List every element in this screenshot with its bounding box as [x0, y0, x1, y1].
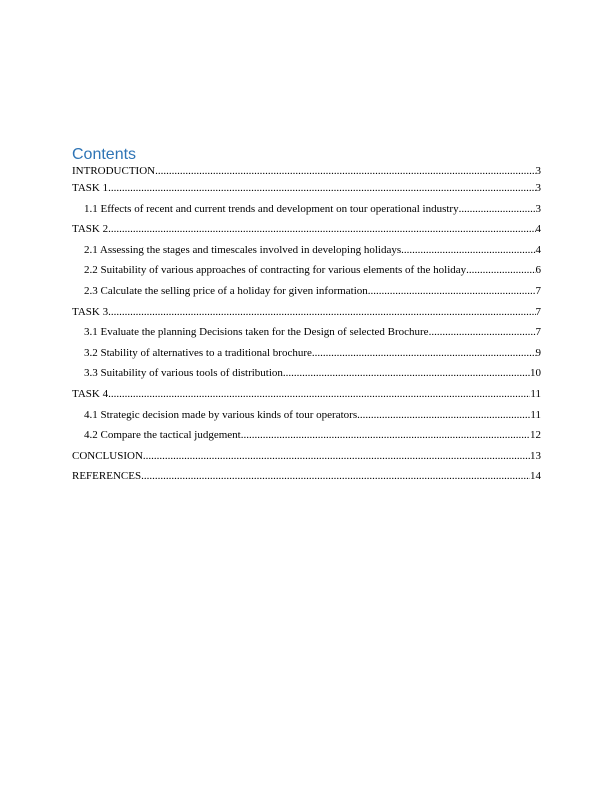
toc-dot-leader: [429, 326, 536, 338]
toc-entry-label: INTRODUCTION: [72, 165, 156, 177]
toc-title: Contents: [72, 146, 137, 163]
toc-entry-3-2[interactable]: [72, 347, 541, 368]
toc-entry-1-1[interactable]: [72, 203, 541, 224]
toc-entry-2-3[interactable]: [72, 285, 541, 306]
toc-dot-leader: [108, 223, 535, 235]
toc-entry-label: 4.1 Strategic decision made by various kinds of tour operators: [84, 408, 358, 421]
toc-entry-2-1[interactable]: [72, 244, 541, 265]
toc-entry-label: TASK 2: [72, 223, 109, 236]
toc-entry-label: CONCLUSION: [72, 449, 143, 462]
toc-entry-label: TASK 4: [72, 387, 109, 400]
toc-dot-leader: [368, 285, 536, 297]
toc-entry-task-2[interactable]: [72, 223, 541, 244]
toc-entry-label: TASK 1: [72, 182, 109, 194]
toc-dot-leader: [143, 450, 530, 462]
toc-entry-page: 11: [530, 408, 541, 421]
toc-entry-page: 14: [530, 470, 541, 483]
toc-entry-label: 2.2 Suitability of various approaches of contracting for various elements of the holiday: [84, 264, 467, 277]
toc-entry-label: 4.2 Compare the tactical judgement: [84, 429, 241, 442]
toc-entry-label: 2.3 Calculate the selling price of a holiday for given information: [84, 284, 368, 297]
toc-entry-page: 3: [535, 202, 541, 215]
toc-entry-page: 7: [535, 284, 541, 297]
toc-entry-label: 3.1 Evaluate the planning Decisions taken for the Design of selected Brochure: [84, 326, 429, 339]
toc-entry-page: 7: [535, 305, 541, 318]
toc-entry-introduction[interactable]: [72, 165, 541, 182]
toc-dot-leader: [155, 165, 535, 177]
toc-entry-page: 13: [530, 449, 541, 462]
toc-dot-leader: [108, 388, 530, 400]
toc-entry-3-3[interactable]: [72, 367, 541, 388]
toc-entry-4-1[interactable]: [72, 409, 541, 430]
toc-entry-page: 10: [530, 367, 541, 380]
toc-entry-page: 12: [530, 429, 541, 442]
toc-dot-leader: [108, 306, 535, 318]
toc-entry-label: 3.2 Stability of alternatives to a traditional brochure: [84, 346, 312, 359]
toc-entry-page: 7: [535, 326, 541, 339]
table-of-contents: [72, 145, 541, 491]
toc-entry-label: TASK 3: [72, 305, 109, 318]
toc-dot-leader: [459, 203, 536, 215]
toc-entry-page: 4: [535, 223, 541, 236]
toc-entry-2-2[interactable]: [72, 264, 541, 285]
toc-entry-page: 11: [530, 387, 541, 400]
toc-entry-task-4[interactable]: [72, 388, 541, 409]
toc-dot-leader: [357, 409, 530, 421]
toc-dot-leader: [108, 182, 535, 194]
toc-entry-page: 6: [535, 264, 541, 277]
toc-dot-leader: [312, 347, 536, 359]
toc-entry-page: 3: [535, 182, 541, 194]
toc-entry-label: REFERENCES: [72, 470, 142, 483]
toc-dot-leader: [283, 367, 530, 379]
toc-entry-page: 3: [535, 165, 541, 177]
toc-entry-label: 2.1 Assessing the stages and timescales involved in developing holidays: [84, 243, 402, 256]
toc-list: [72, 165, 541, 491]
toc-dot-leader: [401, 244, 535, 256]
toc-entry-task-1[interactable]: [72, 182, 541, 203]
toc-entry-conclusion[interactable]: [72, 450, 541, 471]
toc-entry-label: 1.1 Effects of recent and current trends and development on tour operational industry: [84, 202, 459, 215]
toc-dot-leader: [241, 429, 530, 441]
toc-entry-page: 4: [535, 243, 541, 256]
toc-entry-label: 3.3 Suitability of various tools of distribution: [84, 367, 283, 380]
toc-dot-leader: [141, 470, 530, 482]
toc-dot-leader: [466, 264, 535, 276]
toc-entry-3-1[interactable]: [72, 326, 541, 347]
toc-entry-4-2[interactable]: [72, 429, 541, 450]
toc-entry-references[interactable]: [72, 470, 541, 491]
toc-entry-page: 9: [535, 346, 541, 359]
toc-entry-task-3[interactable]: [72, 306, 541, 327]
